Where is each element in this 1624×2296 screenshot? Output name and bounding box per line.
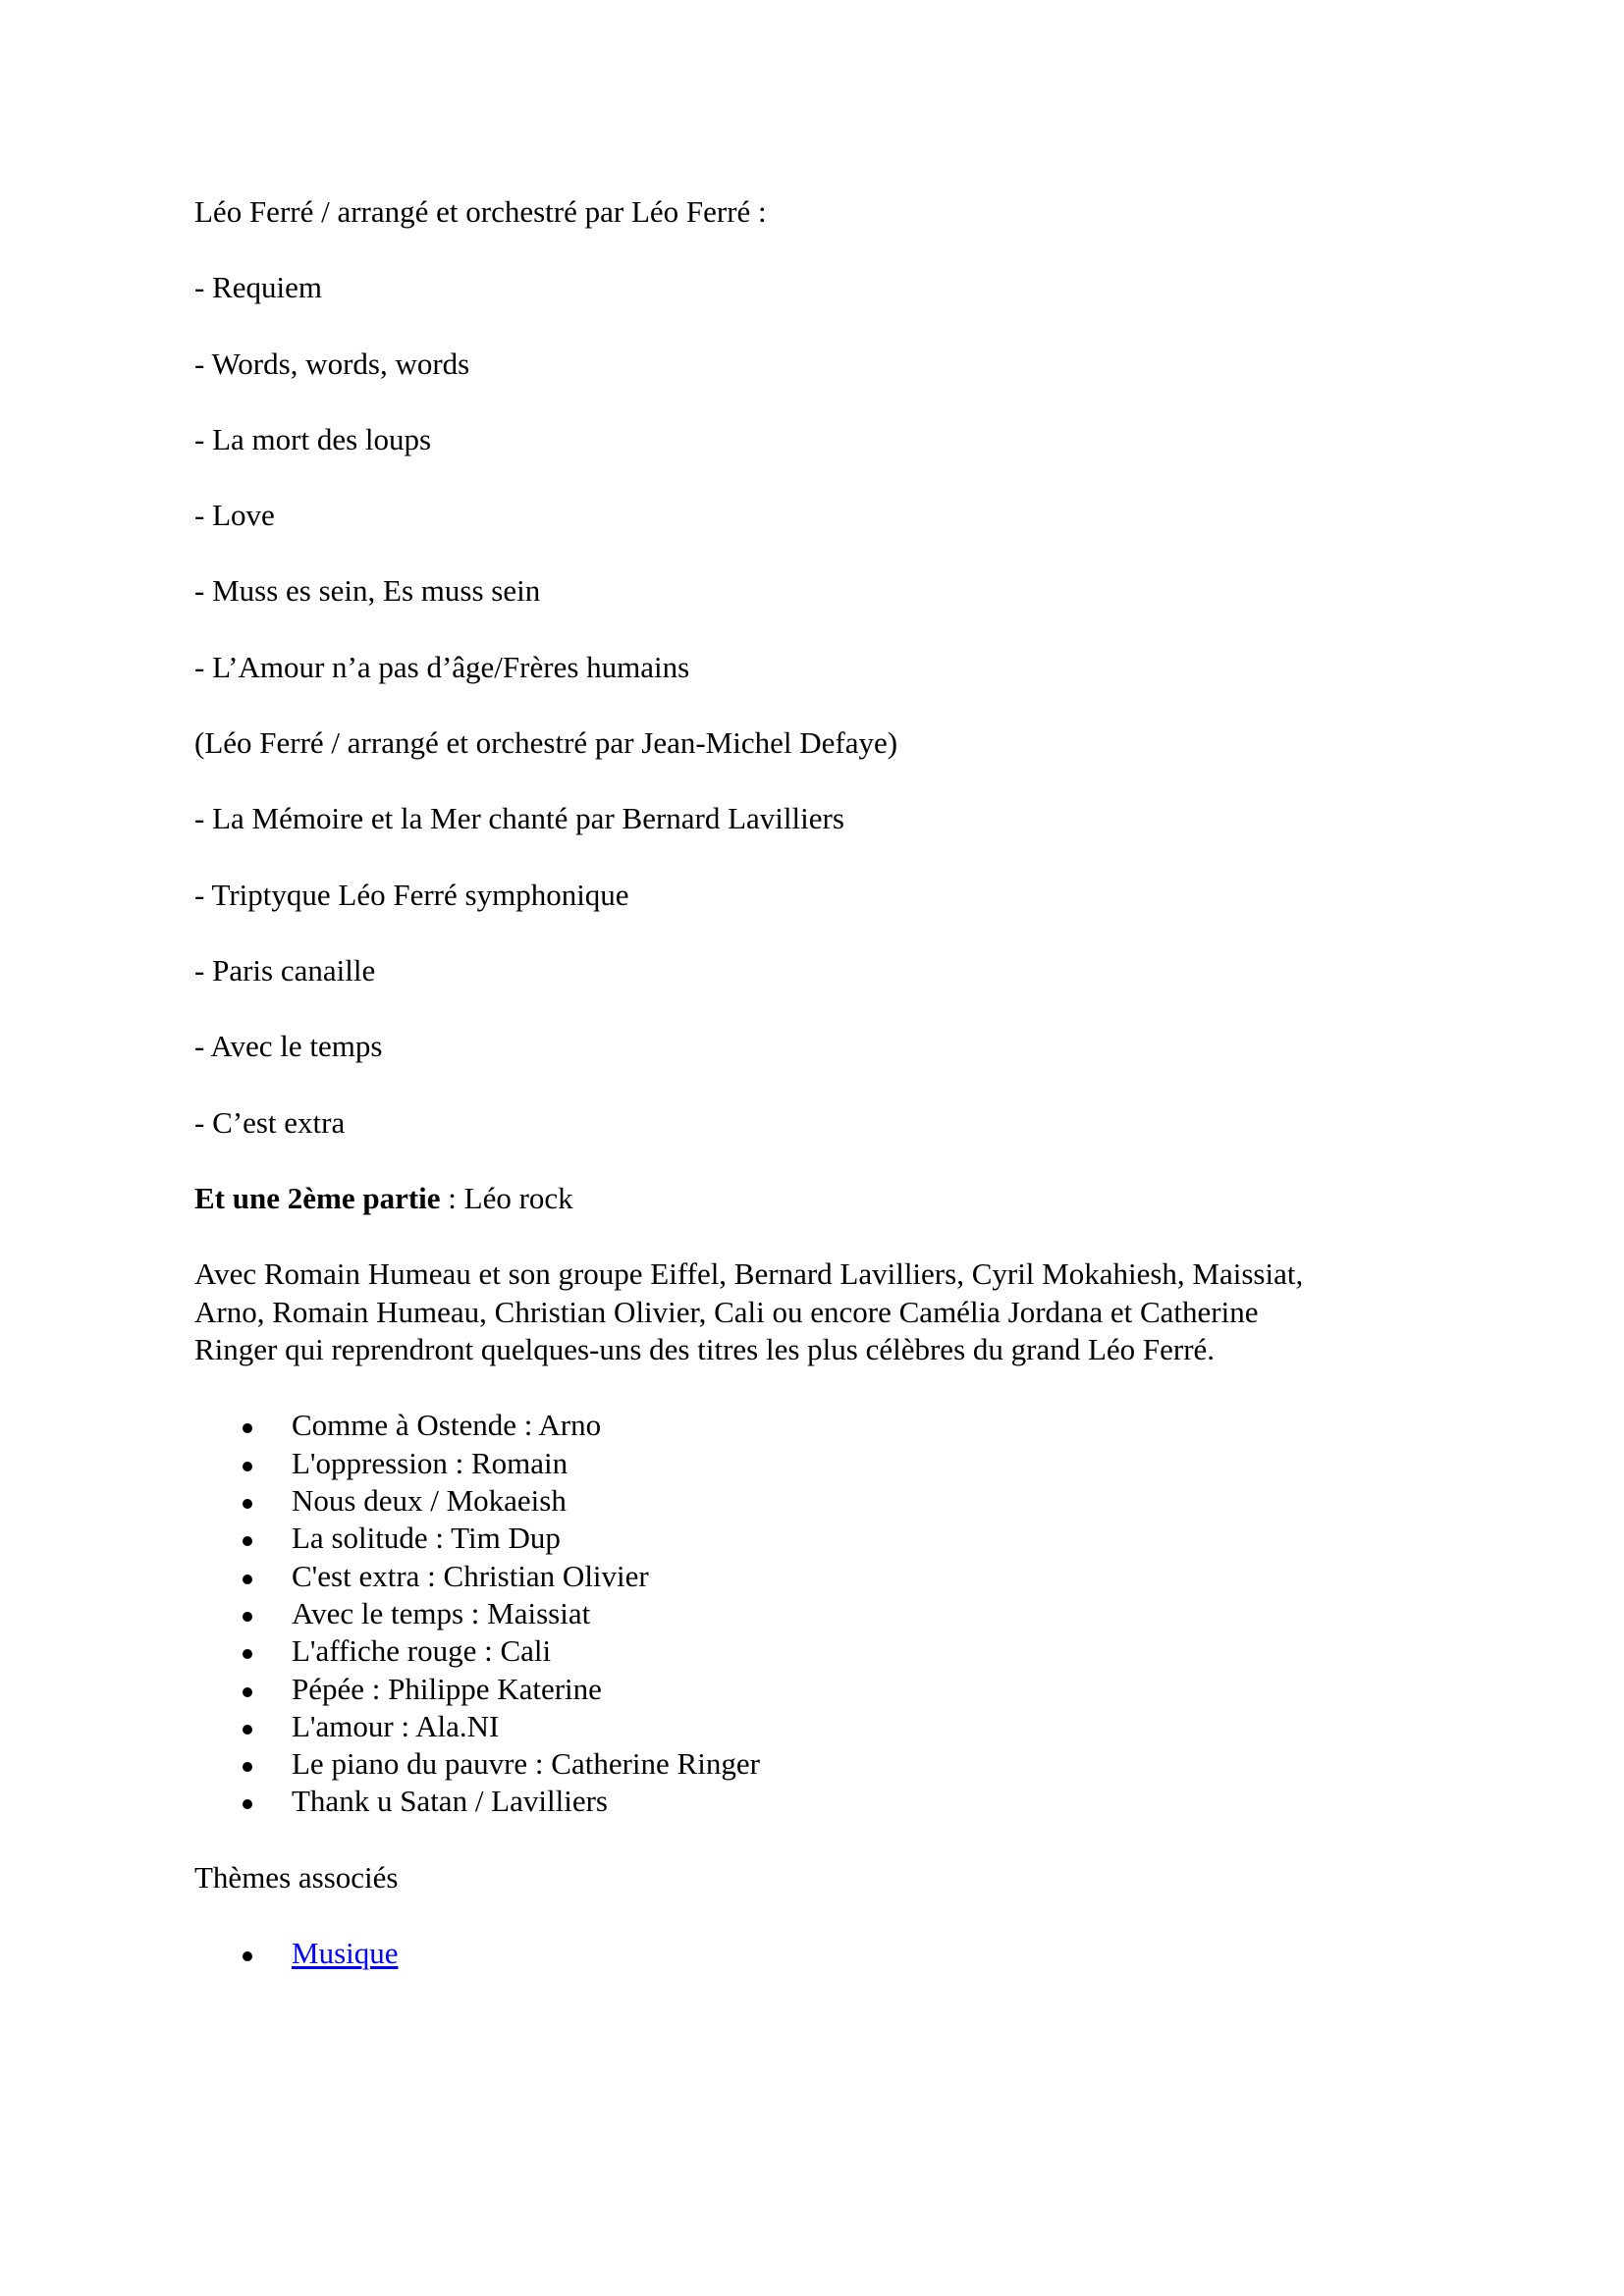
- bullet-icon: [243, 1423, 252, 1433]
- bullet-icon: [243, 1612, 252, 1622]
- song-label: L'oppression : Romain: [292, 1445, 568, 1480]
- song-list-item: [194, 1482, 1461, 1520]
- bullet-icon: [243, 1951, 252, 1961]
- bullet-icon: [243, 1462, 252, 1471]
- track-item: - La mort des loups: [194, 421, 432, 456]
- song-label: L'affiche rouge : Cali: [292, 1633, 552, 1669]
- themes-list: [194, 1935, 1461, 1972]
- song-label: C'est extra : Christian Olivier: [292, 1558, 649, 1593]
- document-page: [194, 193, 1461, 2010]
- description-line: Arno, Romain Humeau, Christian Olivier, Cali ou encore Camélia Jordana et Catherine: [194, 1294, 1259, 1329]
- bullet-icon: [243, 1687, 252, 1697]
- description-line: Avec Romain Humeau et son groupe Eiffel, Bernard Lavilliers, Cyril Mokahiesh, Maissiat,: [194, 1256, 1304, 1292]
- track-item: - L’Amour n’a pas d’âge/Frères humains: [194, 649, 690, 684]
- song-label: Comme à Ostende : Arno: [292, 1408, 602, 1443]
- track-item: - Words, words, words: [194, 346, 470, 381]
- song-label: Nous deux / Mokaeish: [292, 1483, 567, 1519]
- bullet-icon: [243, 1762, 252, 1772]
- track-item: - Avec le temps: [194, 1029, 383, 1064]
- track-item: - Paris canaille: [194, 952, 376, 988]
- track-item: - C’est extra: [194, 1104, 346, 1140]
- song-label: Pépée : Philippe Katerine: [292, 1671, 602, 1706]
- songs-list: [194, 1407, 1461, 1820]
- track-item: - Triptyque Léo Ferré symphonique: [194, 877, 629, 912]
- song-list-item: [194, 1520, 1461, 1557]
- song-list-item: [194, 1558, 1461, 1595]
- song-list-item: [194, 1595, 1461, 1632]
- track-item: - Requiem: [194, 270, 322, 305]
- second-part-label-bold: Et une 2ème partie: [194, 1180, 441, 1215]
- song-label: La solitude : Tim Dup: [292, 1521, 561, 1556]
- bullet-icon: [243, 1575, 252, 1584]
- intro-heading: Léo Ferré / arrangé et orchestré par Léo Ferré :: [194, 194, 767, 229]
- bullet-icon: [243, 1649, 252, 1659]
- second-part-label-rest: : Léo rock: [440, 1180, 573, 1215]
- theme-link-musique[interactable]: Musique: [292, 1935, 399, 1970]
- bullet-icon: [243, 1725, 252, 1735]
- arranger-subheading: (Léo Ferré / arrangé et orchestré par Jean-Michel Defaye): [194, 725, 898, 761]
- song-list-item: [194, 1708, 1461, 1745]
- song-label: Thank u Satan / Lavilliers: [292, 1784, 608, 1819]
- song-label: Le piano du pauvre : Catherine Ringer: [292, 1746, 760, 1782]
- description-line: Ringer qui reprendront quelques-uns des titres les plus célèbres du grand Léo Ferré.: [194, 1332, 1216, 1367]
- song-label: L'amour : Ala.NI: [292, 1708, 500, 1743]
- song-list-item: [194, 1671, 1461, 1708]
- song-list-item: [194, 1407, 1461, 1444]
- bullet-icon: [243, 1536, 252, 1546]
- theme-list-item: [194, 1935, 1461, 1972]
- song-list-item: [194, 1632, 1461, 1670]
- themes-heading: Thèmes associés: [194, 1859, 399, 1895]
- song-list-item: [194, 1783, 1461, 1820]
- second-part-heading: [194, 1180, 1461, 1218]
- song-list-item: [194, 1745, 1461, 1783]
- bullet-icon: [243, 1499, 252, 1509]
- track-item: - La Mémoire et la Mer chanté par Bernard Lavilliers: [194, 801, 844, 836]
- song-list-item: [194, 1445, 1461, 1482]
- track-item: - Muss es sein, Es muss sein: [194, 573, 541, 609]
- bullet-icon: [243, 1799, 252, 1809]
- second-part-description: [194, 1255, 1461, 1369]
- song-label: Avec le temps : Maissiat: [292, 1595, 591, 1630]
- track-item: - Love: [194, 498, 275, 533]
